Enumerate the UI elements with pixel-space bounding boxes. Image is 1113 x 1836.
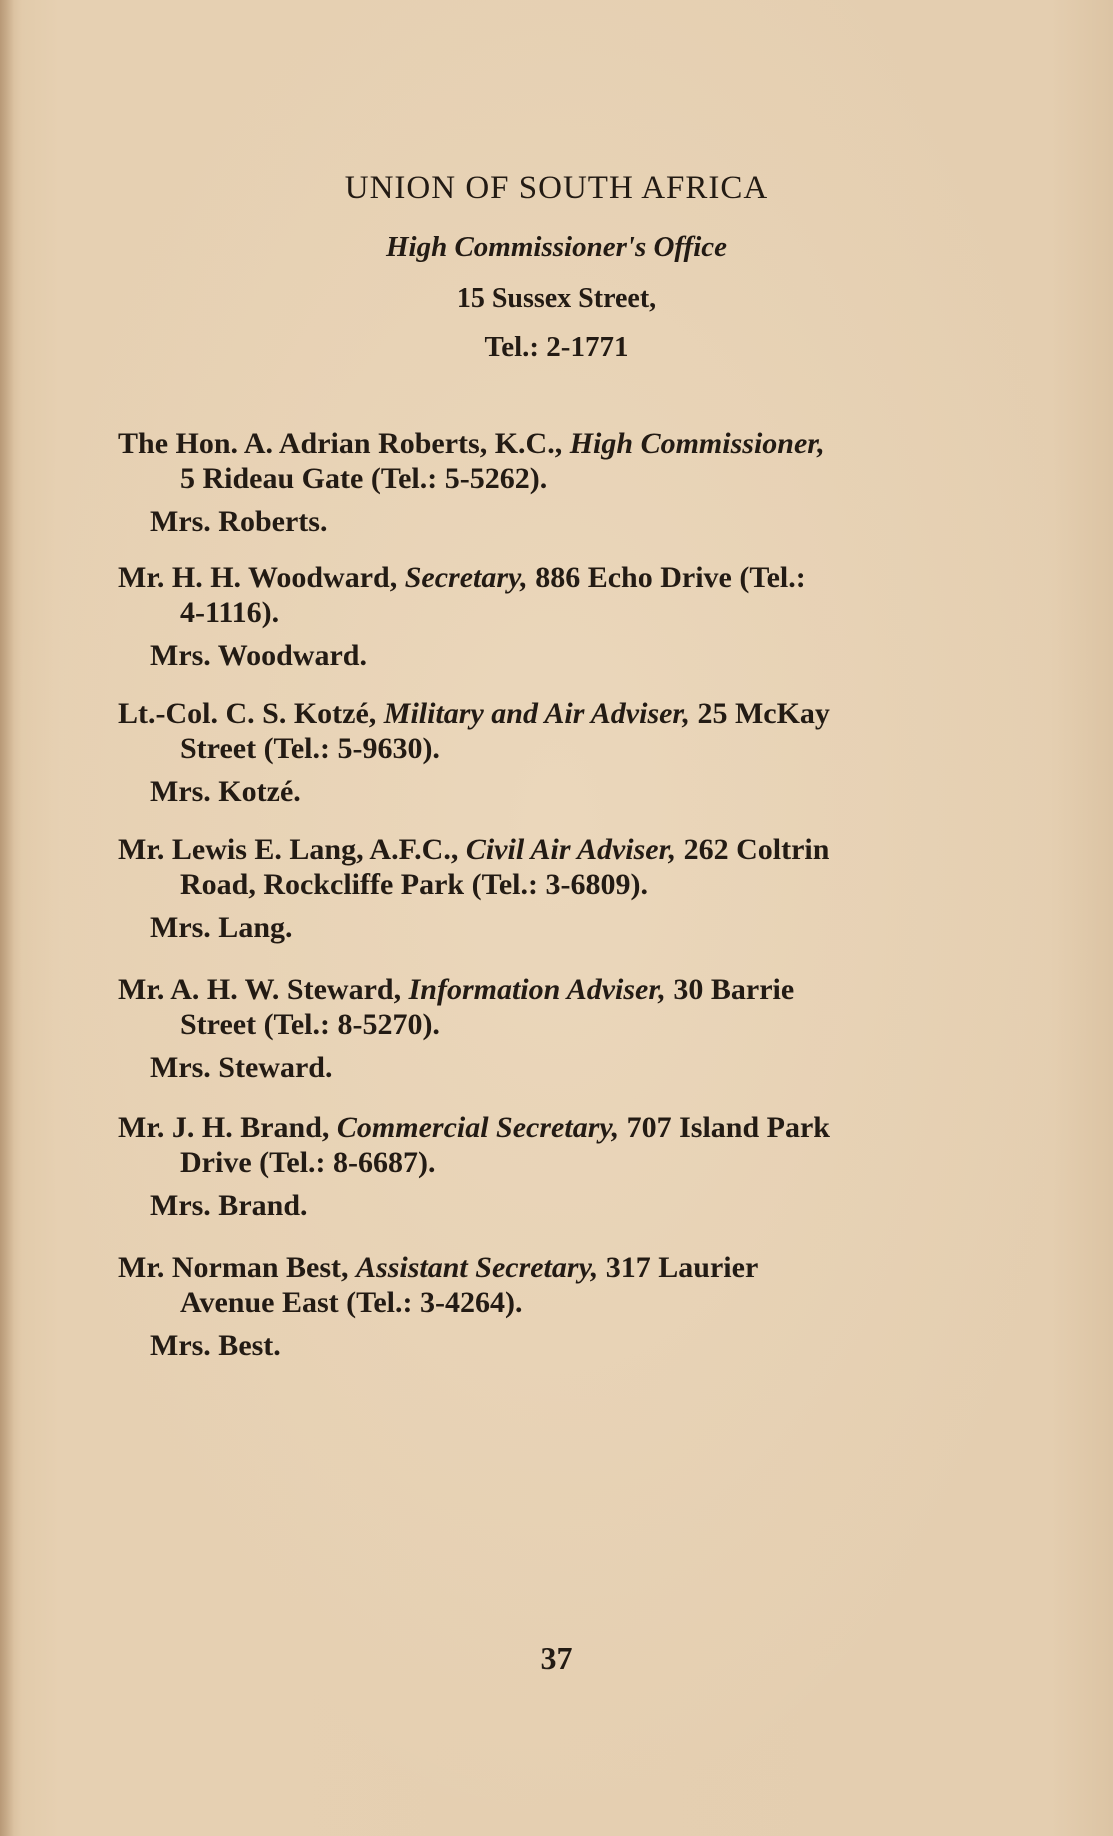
address-continuation: Street (Tel.: 5-9630). — [180, 732, 440, 765]
address-continuation: Street (Tel.: 8-5270). — [180, 1008, 440, 1041]
person-title: Commercial Secretary, — [336, 1111, 620, 1144]
person-name: Mr. Norman Best, — [118, 1251, 349, 1284]
person-name: Mr. A. H. W. Steward, — [118, 973, 402, 1006]
directory-entry — [118, 1250, 1008, 1364]
entry-first-line — [118, 696, 1008, 732]
address-start: 886 Echo Drive (Tel.: — [535, 561, 806, 594]
address-continuation: Road, Rockcliffe Park (Tel.: 3-6809). — [180, 868, 648, 901]
person-title: Civil Air Adviser, — [465, 833, 677, 866]
person-name: Mr. H. H. Woodward, — [118, 561, 398, 594]
entry-first-line — [118, 426, 1008, 462]
office-name: High Commissioner's Office — [385, 231, 728, 263]
office-telephone: Tel.: 2-1771 — [484, 331, 629, 363]
person-title: Assistant Secretary, — [356, 1251, 599, 1284]
person-name: Mr. Lewis E. Lang, A.F.C., — [118, 833, 459, 866]
spine-shadow — [0, 0, 14, 1836]
spouse-name: Mrs. Brand. — [150, 1189, 308, 1222]
entry-first-line — [118, 1110, 1008, 1146]
address-start: 30 Barrie — [673, 973, 795, 1006]
entry-first-line — [118, 560, 1008, 596]
spouse-name: Mrs. Woodward. — [150, 639, 367, 672]
directory-entry — [118, 832, 1008, 946]
person-title: Secretary, — [404, 561, 528, 594]
page-number: 37 — [540, 1640, 573, 1676]
spouse-name: Mrs. Kotzé. — [150, 775, 301, 808]
directory-entry — [118, 426, 1008, 540]
spouse-name: Mrs. Best. — [150, 1329, 281, 1362]
spouse-name: Mrs. Lang. — [150, 911, 293, 944]
directory-entry — [118, 972, 1008, 1086]
entry-first-line — [118, 832, 1008, 868]
address-continuation: Drive (Tel.: 8-6687). — [180, 1146, 436, 1179]
address-continuation: Avenue East (Tel.: 3-4264). — [180, 1286, 523, 1319]
address-start: 25 McKay — [697, 697, 830, 730]
address-start: 262 Coltrin — [683, 833, 830, 866]
spouse-name: Mrs. Roberts. — [150, 505, 328, 538]
address-start: 317 Laurier — [605, 1251, 759, 1284]
entry-first-line — [118, 972, 1008, 1008]
person-name: Lt.-Col. C. S. Kotzé, — [118, 697, 377, 730]
entry-first-line — [118, 1250, 1008, 1286]
office-address: 15 Sussex Street, — [456, 283, 657, 314]
address-continuation: 5 Rideau Gate (Tel.: 5-5262). — [180, 462, 548, 495]
directory-entry — [118, 696, 1008, 810]
person-name: Mr. J. H. Brand, — [118, 1111, 330, 1144]
directory-entry — [118, 560, 1008, 674]
organization-name: UNION OF SOUTH AFRICA — [344, 170, 769, 206]
person-title: Information Adviser, — [408, 973, 666, 1006]
directory-entry — [118, 1110, 1008, 1224]
person-name: The Hon. A. Adrian Roberts, K.C., — [118, 427, 563, 460]
address-continuation: 4-1116). — [180, 596, 280, 629]
address-start: 707 Island Park — [626, 1111, 830, 1144]
person-title: Military and Air Adviser, — [383, 697, 690, 730]
person-title: High Commissioner, — [569, 427, 825, 460]
spouse-name: Mrs. Steward. — [150, 1051, 333, 1084]
